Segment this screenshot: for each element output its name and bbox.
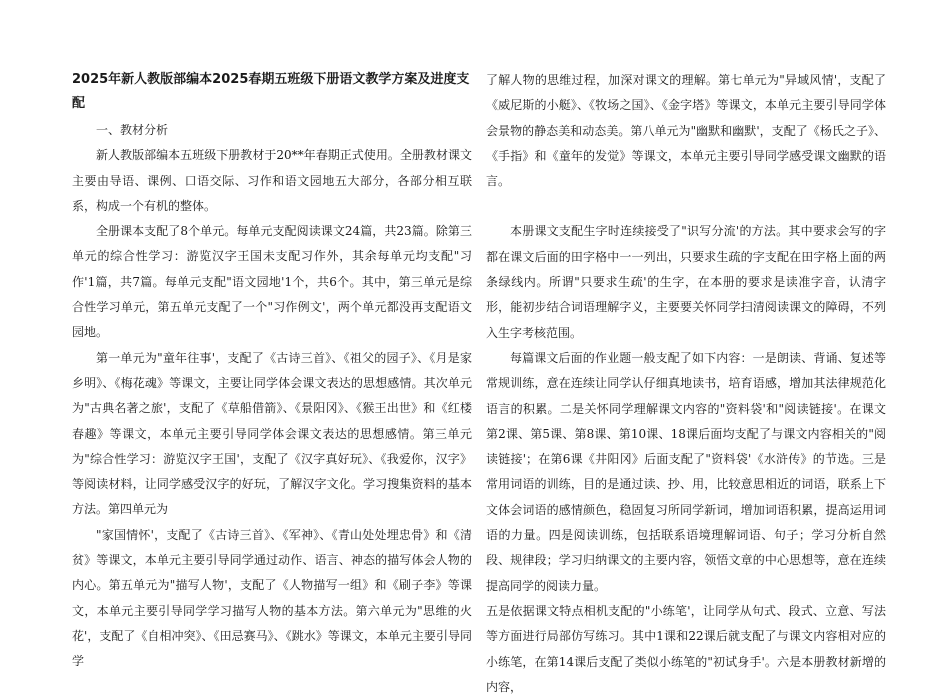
paragraph-continued: 了解人物的思维过程，加深对课文的理解。第七单元为"异域风情'，支配了《威尼斯的小艇》、《牧场之国》、《金字塔》等课文，本单元主要引导同学体会景物的静态美和动态美。第八单元为"幽默和幽默'，支配了《杨氏之子》、《手指》和《童年的发觉》等课文，本单元主要引导同学感受课文幽默的语言。 xyxy=(486,73,886,189)
left-column xyxy=(72,68,472,675)
paragraph: 每篇课文后面的作业题一般支配了如下内容：一是朗读、背诵、复述等常规训练，意在连续让同学认仔细真地读书，培育语感，增加其法律规范化语言的积累。二是关怀同学理解课文内容的"资料袋'和"阅读链接'。在课文第2课、第5课、第8课、第10课、18课后面均支配了与课文内容相关的"阅读链接'；在第6课《井阳冈》后面支配了"资料袋'《水浒传》的节选。三是常用词语的训练，目的是通过读、抄、用，比较意思相近的词语，联系上下文体会词语的感情颜色，稳固复习所同学新词，增加词语积累，提高运用词语的力量。四是阅读训练，包括联系语境理解词语、句子；学习分析自然段、规律段；学习归纳课文的主要内容，领悟文章的中心思想等，意在连续提高同学的阅读力量。 xyxy=(486,350,886,593)
paragraph: "家国情怀'，支配了《古诗三首》、《军神》、《青山处处埋忠骨》和《清贫》等课文，本单元主要引导同学通过动作、语言、神态的描写体会人物的内心。第五单元为"描写人物'，支配了《人物描写一组》和《刷子李》等课文，本单元主要引导同学学习描写人物的基本方法。第六单元为"思维的火花'，支配了《自相冲突》、《田忌赛马》、《跳水》等课文，本单元主要引导同学 xyxy=(72,527,472,669)
document-title: 2025年新人教版部编本2025春期五班级下册语文教学方案及进度支配 xyxy=(72,72,470,111)
paragraph: 本册课文支配生字时连续接受了"识写分流'的方法。其中要求会写的字都在课文后面的田字格中一一列出，只要求生疏的字支配在田字格上面的两条绿线内。所谓"只要求生疏'的生字，在本册的要求是读准字音，认清字形，能初步结合词语理解字义，主要要关怀同学扫清阅读课文的障碍，不列入生字考核范围。 xyxy=(486,224,886,340)
blank-gap xyxy=(486,194,886,219)
paragraph: 全册课本支配了8个单元。每单元支配阅读课文24篇，共23篇。除第三单元的综合性学习：游览汉字王国未支配习作外，其余每单元均支配"习作'1篇，共7篇。每单元支配"语文园地'1个，共6个。其中，第三单元是综合性学习单元，第五单元支配了一个"习作例文'，两个单元都没再支配语文园地。 xyxy=(72,224,472,340)
paragraph: 五是依据课文特点相机支配的"小练笔'，让同学从句式、段式、立意、写法等方面进行局部仿写练习。其中1课和22课后就支配了与课文内容相对应的小练笔，在第14课后支配了类似小练笔的"初试身手'。六是本册教材新增的内容， xyxy=(486,603,886,694)
section-heading: 一、教材分析 xyxy=(96,123,169,137)
paragraph: 新人教版部编本五班级下册教材于20**年春期正式使用。全册教材课文主要由导语、课例、口语交际、习作和语文园地五大部分，各部分相互联系，构成一个有机的整体。 xyxy=(72,148,472,213)
right-column xyxy=(486,68,886,700)
paragraph: 第一单元为"童年往事'，支配了《古诗三首》、《祖父的园子》、《月是家乡明》、《梅花魂》等课文，主要让同学体会课文表达的思想感情。其次单元为"古典名著之旅'，支配了《草船借箭》、《景阳冈》、《猴王出世》和《红楼春趣》等课文，本单元主要引导同学体会课文表达的思想感情。第三单元为"综合性学习：游览汉字王国'，支配了《汉字真好玩》、《我爱你，汉字》等阅读材料，让同学感受汉字的好玩，了解汉字文化。学习搜集资料的基本方法。第四单元为 xyxy=(72,350,472,517)
